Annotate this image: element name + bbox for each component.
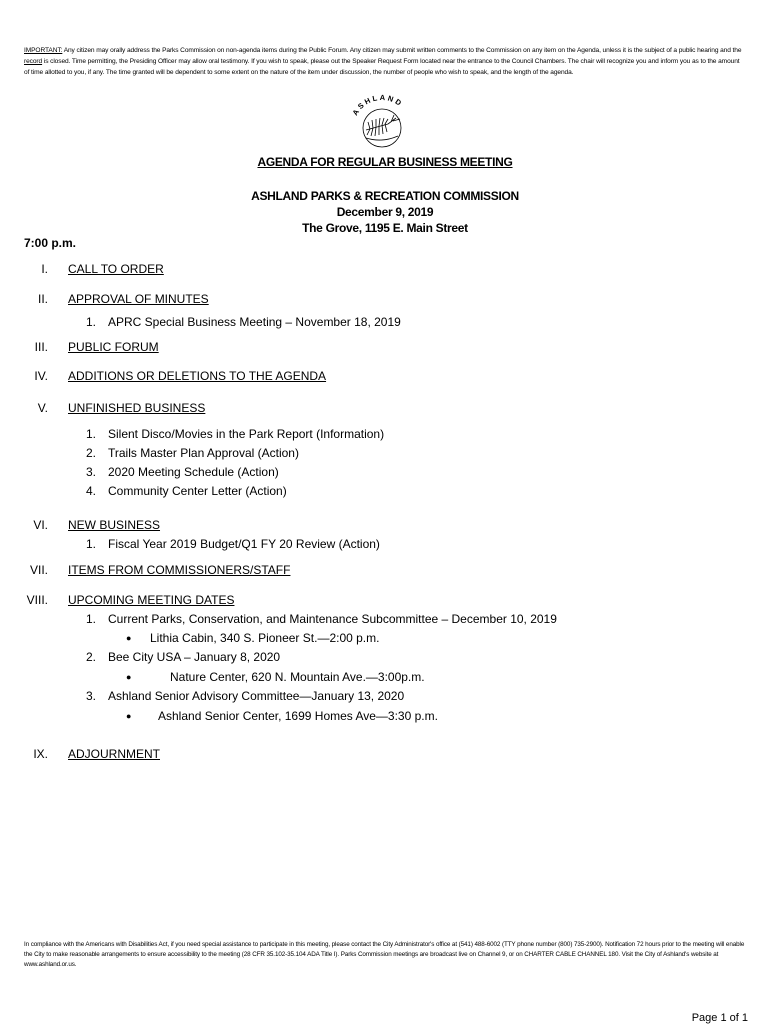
item-number: 2.	[86, 650, 97, 664]
item-number: 3.	[86, 689, 97, 703]
item-number: 2.	[86, 446, 97, 460]
item-number: 1.	[86, 612, 97, 626]
item-text: Current Parks, Conservation, and Maintenance Subcommittee – December 10, 2019	[108, 612, 557, 626]
section-items-from-commissioners: ITEMS FROM COMMISSIONERS/STAFF	[68, 563, 291, 577]
bullet-icon: ●	[126, 711, 132, 721]
meeting-date: December 9, 2019	[336, 205, 434, 219]
list-item	[86, 465, 279, 479]
section-public-forum: PUBLIC FORUM	[68, 340, 159, 354]
section-upcoming-meeting-dates: UPCOMING MEETING DATES	[68, 593, 235, 607]
bullet-icon: ●	[126, 672, 132, 682]
section-num-ii: II.	[37, 292, 48, 306]
bullet-icon: ●	[126, 633, 132, 643]
list-item	[86, 612, 557, 626]
item-text: Community Center Letter (Action)	[108, 484, 287, 498]
bullet-text: Ashland Senior Center, 1699 Homes Ave—3:30 p.m.	[158, 709, 438, 723]
section-num-i: I.	[41, 262, 48, 276]
list-item	[86, 650, 280, 664]
item-number: 1.	[86, 537, 97, 551]
item-text: Trails Master Plan Approval (Action)	[108, 446, 299, 460]
svg-text:ASHLAND	[351, 93, 405, 117]
list-item	[86, 427, 384, 441]
item-number: 4.	[86, 484, 97, 498]
section-new-business: NEW BUSINESS	[68, 518, 161, 532]
list-item	[86, 484, 287, 498]
section-unfinished-business: UNFINISHED BUSINESS	[68, 401, 206, 415]
item-text: APRC Special Business Meeting – November 18, 2019	[108, 315, 401, 329]
bullet-text: Nature Center, 620 N. Mountain Ave.—3:00p.m.	[170, 670, 425, 684]
bullet-item	[126, 670, 425, 684]
ada-compliance-notice: In compliance with the Americans with Disabilities Act, if you need special assistance to participate in this meeting, please contact the City Administrator's office at (541) 488-6002 (TTY phone number (800) 735-2900). Notification 72 hours prior to the meeting will enable the City to make reasonable arrangements to ensure accessibility to the meeting (28 CFR 35.102-35.104 ADA Title I). Parks Commission meetings are broadcast live on Channel 9, or on CHARTER CABLE CHANNEL 180. Visit the City of Ashland's website at www.ashland.or.us.	[24, 941, 745, 968]
item-number: 3.	[86, 465, 97, 479]
notice-lead: IMPORTANT:	[24, 47, 63, 54]
commission-name: ASHLAND PARKS & RECREATION COMMISSION	[251, 189, 519, 203]
item-text: Ashland Senior Advisory Committee—January 13, 2020	[108, 689, 405, 703]
item-text: 2020 Meeting Schedule (Action)	[108, 465, 279, 479]
meeting-time: 7:00 p.m.	[24, 236, 77, 250]
list-item	[86, 446, 299, 460]
bullet-item	[126, 709, 438, 723]
item-text: Silent Disco/Movies in the Park Report (Information)	[108, 427, 385, 441]
bullet-item	[126, 631, 379, 645]
section-num-vii: VII.	[29, 563, 48, 577]
section-approval-of-minutes: APPROVAL OF MINUTES	[68, 292, 209, 306]
section-num-vi: VI.	[33, 518, 48, 532]
agenda-title: AGENDA FOR REGULAR BUSINESS MEETING	[257, 155, 513, 169]
notice-text-2: is closed. Time permitting, the Presiding Officer may allow oral testimony. If you wish to speak, please out the Speaker Request Form located near the entrance to the Council Chambers. The chair will recognize you and inform you as to the amount of time allotted to you, if any. The time granted will be dependent to some extent on the nature of the item under discussion, the number of people who wish to speak, and the length of the agenda.	[24, 58, 740, 76]
section-num-viii: VIII.	[26, 593, 48, 607]
logo-arc-text: ASHLAND	[350, 92, 405, 118]
section-num-v: V.	[37, 401, 48, 415]
bullet-text: Lithia Cabin, 340 S. Pioneer St.—2:00 p.m.	[150, 631, 380, 645]
item-text: Fiscal Year 2019 Budget/Q1 FY 20 Review (Action)	[108, 537, 380, 551]
list-item	[86, 689, 404, 703]
section-adjournment: ADJOURNMENT	[68, 747, 160, 761]
list-item	[86, 537, 380, 551]
notice-record-word: record	[24, 58, 43, 65]
notice-text-1: Any citizen may orally address the Parks Commission on non-agenda items during the Public Forum. Any citizen may submit written comments to the Commission on any item on the Agenda, unless it is the subject of a public hearing and the	[62, 47, 742, 54]
section-num-iii: III.	[34, 340, 48, 354]
item-number: 1.	[86, 315, 97, 329]
section-additions-deletions: ADDITIONS OR DELETIONS TO THE AGENDA	[68, 369, 327, 383]
list-item	[86, 315, 401, 329]
section-call-to-order: CALL TO ORDER	[68, 262, 164, 276]
section-num-ix: IX.	[33, 747, 48, 761]
public-forum-notice	[24, 45, 744, 78]
page-number: Page 1 of 1	[691, 1012, 748, 1024]
item-text: Bee City USA – January 8, 2020	[108, 650, 281, 664]
meeting-location: The Grove, 1195 E. Main Street	[302, 221, 468, 235]
item-number: 1.	[86, 427, 97, 441]
ashland-logo-icon	[344, 88, 420, 152]
meeting-info	[0, 188, 770, 236]
section-num-iv: IV.	[34, 369, 48, 383]
